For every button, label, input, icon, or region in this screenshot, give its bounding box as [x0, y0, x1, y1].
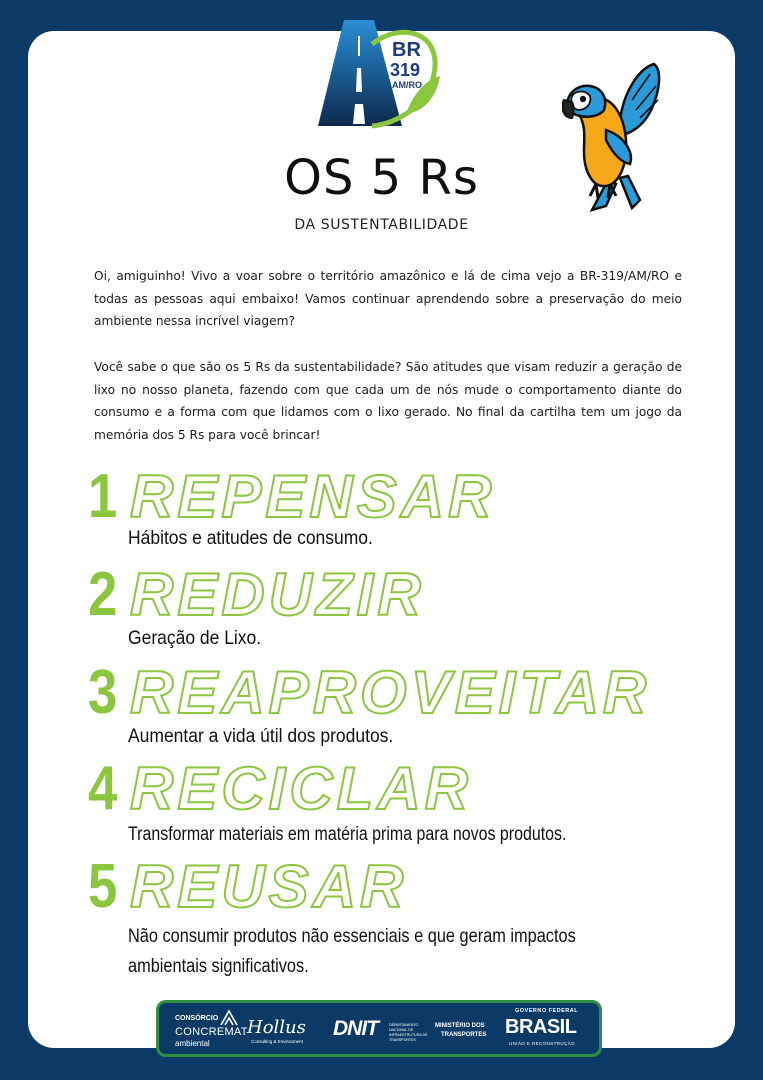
br319-logo [314, 14, 444, 132]
r-word: REAPROVEITAR [130, 659, 651, 726]
r-description: Geração de Lixo. [128, 628, 262, 649]
logo-amro: AM/RO [392, 80, 422, 90]
r-description: Aumentar a vida útil dos produtos. [128, 726, 394, 747]
r-number: 4 [88, 754, 118, 823]
r-number: 3 [88, 658, 118, 727]
uniao-reconstrucao-label: UNIÃO E RECONSTRUÇÃO [509, 1041, 576, 1046]
r-number: 5 [88, 852, 118, 921]
logo-319: 319 [390, 60, 421, 80]
brasil-logo: BRASIL [505, 1016, 577, 1038]
page-subtitle: DA SUSTENTABILIDADE [294, 217, 469, 233]
explanation-paragraph: Você sabe o que são os 5 Rs da sustentabilidade? São atitudes que visam reduzir a geração de lixo no nosso planeta, fazendo com que cada um de nós mude o comportamento diante do consumo e a forma com que lidamos com o lixo gerado. No final da cartilha tem um jogo da memória dos 5 Rs para você brincar! [94, 360, 682, 442]
logo-br: BR [392, 39, 421, 61]
hollus-subtitle: Consulting & Environment [251, 1039, 304, 1044]
r-word: REUSAR [130, 853, 408, 920]
ministerio-line2: TRANSPORTES [441, 1032, 487, 1038]
footer-logos-bar [156, 1000, 602, 1057]
concremat-label: CONCREMAT [175, 1026, 248, 1038]
r-description-line2: ambientais significativos. [128, 956, 309, 977]
hollus-logo: Hollus [247, 1017, 306, 1038]
r-description: Hábitos e atitudes de consumo. [128, 528, 373, 549]
dnit-logo: DNIT [333, 1017, 378, 1040]
r-word: REDUZIR [130, 561, 425, 628]
intro-paragraph: Oi, amiguinho! Vivo a voar sobre o território amazônico e lá de cima vejo a BR-319/AM/RO e todas as pessoas aqui embaixo! Vamos continuar aprendendo sobre a preservação do meio ambiente nessa incrível viagem? [94, 269, 682, 328]
governo-federal-label: GOVERNO FEDERAL [515, 1008, 579, 1014]
r-description: Transformar materiais em matéria prima para novos produtos. [128, 824, 567, 845]
r-number: 2 [88, 560, 118, 629]
ministerio-line1: MINISTÉRIO DOS [435, 1023, 485, 1029]
consorcio-label: CONSÓRCIO [175, 1015, 219, 1022]
dnit-subtitle: DEPARTAMENTO NACIONAL DE INFRAESTRUTURA DE TRANSPORTES [389, 1023, 428, 1042]
r-description: Não consumir produtos não essenciais e que geram impactos [128, 926, 576, 947]
ambiental-label: ambiental [175, 1039, 210, 1048]
r-word: RECICLAR [130, 755, 472, 822]
concremat-mark-icon [219, 1009, 239, 1027]
page-title: OS 5 Rs [284, 150, 479, 206]
r-word: REPENSAR [130, 463, 496, 530]
r-number: 1 [88, 462, 118, 531]
